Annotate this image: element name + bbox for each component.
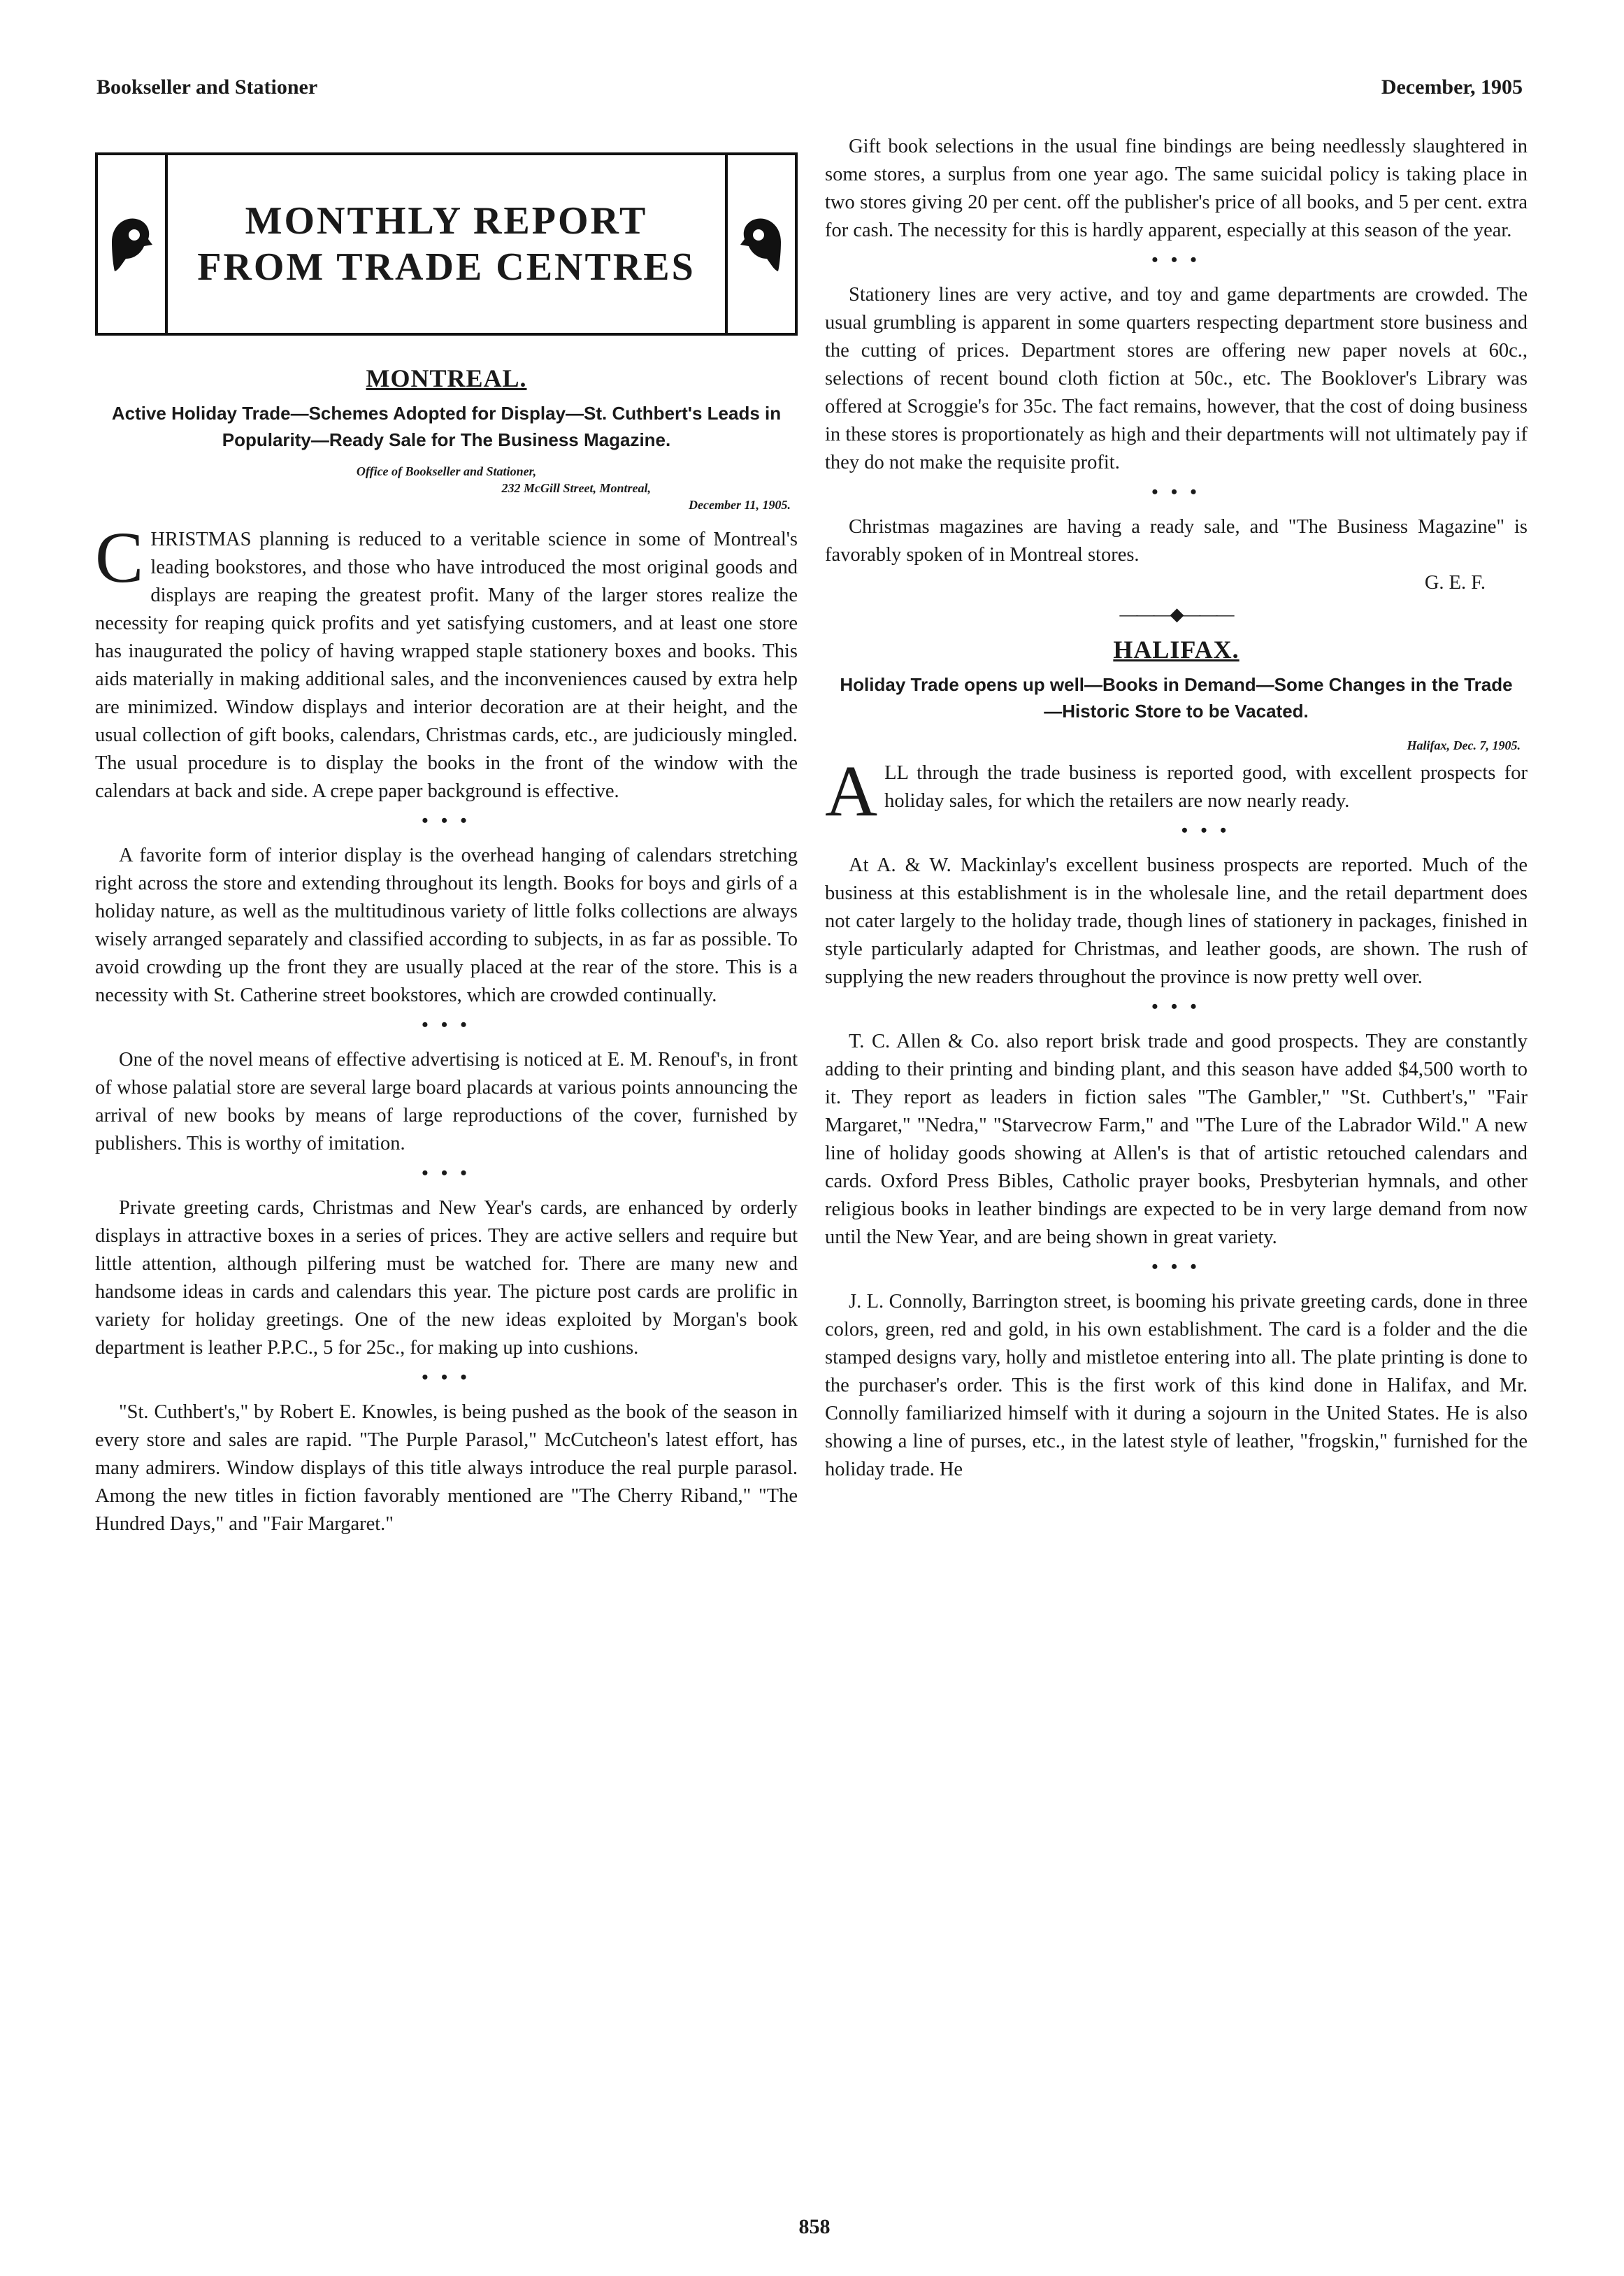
banner-title-line1: MONTHLY REPORT bbox=[245, 199, 648, 243]
montreal-deck: Active Holiday Trade—Schemes Adopted for Display—St. Cuthbert's Leads in Popularity—Ready Sale for The Business Magazine. bbox=[111, 403, 782, 450]
halifax-paragraph-1 bbox=[825, 751, 1528, 831]
page-number: 858 bbox=[798, 2215, 831, 2238]
section-divider-rule: ———◆——— bbox=[1119, 604, 1233, 624]
banner-title-line2: FROM TRADE CENTRES bbox=[197, 245, 696, 289]
section-asterism: • • • bbox=[422, 1015, 471, 1035]
section-banner bbox=[95, 152, 798, 336]
halifax-paragraph-1-text: LL through the trade business is reported good, with excellent prospects for holiday sales, for which the retailers are now nearly ready. bbox=[884, 762, 1528, 812]
montreal-paragraph-1-text: HRISTMAS planning is reduced to a veritable science in some of Montreal's leading bookstores, and those who have introduced the most original goods and displays are reaping the greatest profit. Many of the larger stores realize the necessity for reaping quick profits and yet satisfying customers, and at least one store has inaugurated the policy of having wrapped staple stationery boxes and books. This aids materially in making additional sales, and the inconveniences caused by extra help are minimized. Window displays and interior decoration are at their height, and the usual collection of gift books, calendars, Christmas cards, etc., are judiciously mingled. The usual procedure is to display the books in the front of the window with the calendars at back and side. A crepe paper background is effective. bbox=[95, 529, 798, 802]
pointing-hand-icon bbox=[106, 210, 155, 274]
montreal-signature: G. E. F. bbox=[1424, 572, 1486, 594]
section-asterism: • • • bbox=[1151, 996, 1201, 1017]
running-head-right: December, 1905 bbox=[1381, 76, 1523, 99]
montreal-dateline-office: Office of Bookseller and Stationer, bbox=[356, 464, 537, 478]
section-asterism: • • • bbox=[422, 810, 471, 831]
montreal-paragraph-1 bbox=[95, 517, 798, 806]
montreal-paragraph-2: A favorite form of interior display is the overhead hanging of calendars stretching right across the store and extending throughout its length. Books for boys and girls of a holiday nature, as well as the multitudinous variety of little folks collections are always wisely arranged separately and classified according to subjects, in as far as possible. To avoid crowding up the front they are usually placed at the rear of the store. This is a necessity with St. Catherine street bookstores, which are crowded continually. bbox=[95, 845, 798, 1006]
banner-title-box bbox=[165, 155, 728, 333]
pointing-hand-icon bbox=[738, 210, 786, 274]
montreal-paragraph-3: One of the novel means of effective advertising is noticed at E. M. Renouf's, in front of whose palatial store are several large board placards at various points announcing the arrival of new books by means of large reproductions of the cover, furnished by publishers. This is worthy of imitation. bbox=[95, 1049, 798, 1154]
montreal-signature-line bbox=[825, 569, 1528, 597]
left-column bbox=[95, 133, 798, 1538]
halifax-paragraph-4: J. L. Connolly, Barrington street, is booming his private greeting cards, done in three colors, green, red and gold, in his own establishment. The card is a folder and the die stamped designs vary, holly and mistletoe entering into all. The plate printing is done to the purchaser's order. This is the first work of this kind done in Halifax, and Mr. Connolly familiarized himself with it during a sojourn in the United States. He is also showing a line of purses, etc., in the latest style of leather, "frogskin," furnished for the holiday trade. He bbox=[825, 1291, 1528, 1480]
halifax-heading: HALIFAX. bbox=[1113, 636, 1239, 664]
montreal-dateline-address: 232 McGill Street, Montreal, bbox=[501, 481, 651, 495]
halifax-dateline: Halifax, Dec. 7, 1905. bbox=[1407, 738, 1521, 752]
montreal-paragraph-4: Private greeting cards, Christmas and New Year's cards, are enhanced by orderly displays in attractive boxes in a series of prices. They are active sellers and require but little attention, although pilfering must be watched for. There are many new and handsome ideas in cards and calendars this year. The picture post cards are prolific in variety for holiday greetings. One of the new ideas exploited by Morgan's book department is leather P.P.C., 5 for 25c., for making up into cushions. bbox=[95, 1197, 798, 1359]
section-asterism: • • • bbox=[1151, 1257, 1201, 1277]
montreal-paragraph-6: Gift book selections in the usual fine bindings are being needlessly slaughtered in some stores, a surplus from one year ago. The same suicidal policy is taking place in two stores giving 20 per cent. off the publisher's price of all books, and 5 per cent. extra for cash. The necessity for this is hardly apparent, especially at this season of the year. bbox=[825, 136, 1528, 241]
drop-cap: C bbox=[95, 517, 144, 598]
section-asterism: • • • bbox=[1181, 820, 1231, 840]
section-asterism: • • • bbox=[1151, 250, 1201, 270]
montreal-dateline-date: December 11, 1905. bbox=[689, 498, 791, 512]
running-head-left: Bookseller and Stationer bbox=[96, 76, 318, 99]
right-column bbox=[825, 133, 1528, 1484]
montreal-heading: MONTREAL. bbox=[366, 364, 527, 392]
halifax-paragraph-2: At A. & W. Mackinlay's excellent business prospects are reported. Much of the business at this establishment is in the wholesale line, and the retail department does not cater largely to the holiday trade, though lines of stationery in packages, finished in style particularly adapted for Christmas, and leather goods, are shown. The rush of supplying the new readers throughout the province is now pretty well over. bbox=[825, 854, 1528, 988]
section-asterism: • • • bbox=[422, 1163, 471, 1183]
section-asterism: • • • bbox=[422, 1367, 471, 1387]
drop-cap: A bbox=[825, 751, 878, 831]
halifax-paragraph-3: T. C. Allen & Co. also report brisk trade and good prospects. They are constantly adding to their printing and binding plant, and this season have added $4,500 worth to it. They report as leaders in fiction sales "The Gambler," "St. Cuthbert's," "Fair Margaret," "Nedra," "Starvecrow Farm," and "The Lure of the Labrador Wild." A new line of holiday goods showing at Allen's is that of artistic retouched calendars and cards. Oxford Press Bibles, Catholic prayer books, Presbyterian hymnals, and other religious books in leather bindings are expected to be in very large demand from now until the New Year, and are being shown in great variety. bbox=[825, 1031, 1528, 1248]
montreal-paragraph-8: Christmas magazines are having a ready sale, and "The Business Magazine" is favorably spoken of in Montreal stores. bbox=[825, 516, 1528, 566]
section-asterism: • • • bbox=[1151, 482, 1201, 502]
halifax-deck: Holiday Trade opens up well—Books in Demand—Some Changes in the Trade—Historic Store to be Vacated. bbox=[840, 674, 1513, 722]
montreal-paragraph-7: Stationery lines are very active, and toy and game departments are crowded. The usual grumbling is apparent in some quarters respecting department store business and the cutting of prices. Department stores are offering new paper novels at 60c., selections of recent bound cloth fiction at 50c., etc. The Booklover's Library was offered at Scroggie's for 35c. The fact remains, however, that the cost of doing business in these stores is proportionately as high and their departments will not ultimately pay if they do not make the requisite profit. bbox=[825, 284, 1528, 473]
montreal-paragraph-5: "St. Cuthbert's," by Robert E. Knowles, is being pushed as the book of the season in every store and sales are rapid. "The Purple Parasol," McCutcheon's latest effort, has many admirers. Window displays of this title always introduce the real purple parasol. Among the new titles in fiction favorably mentioned are "The Cherry Riband," "The Hundred Days," and "Fair Margaret." bbox=[95, 1401, 798, 1535]
